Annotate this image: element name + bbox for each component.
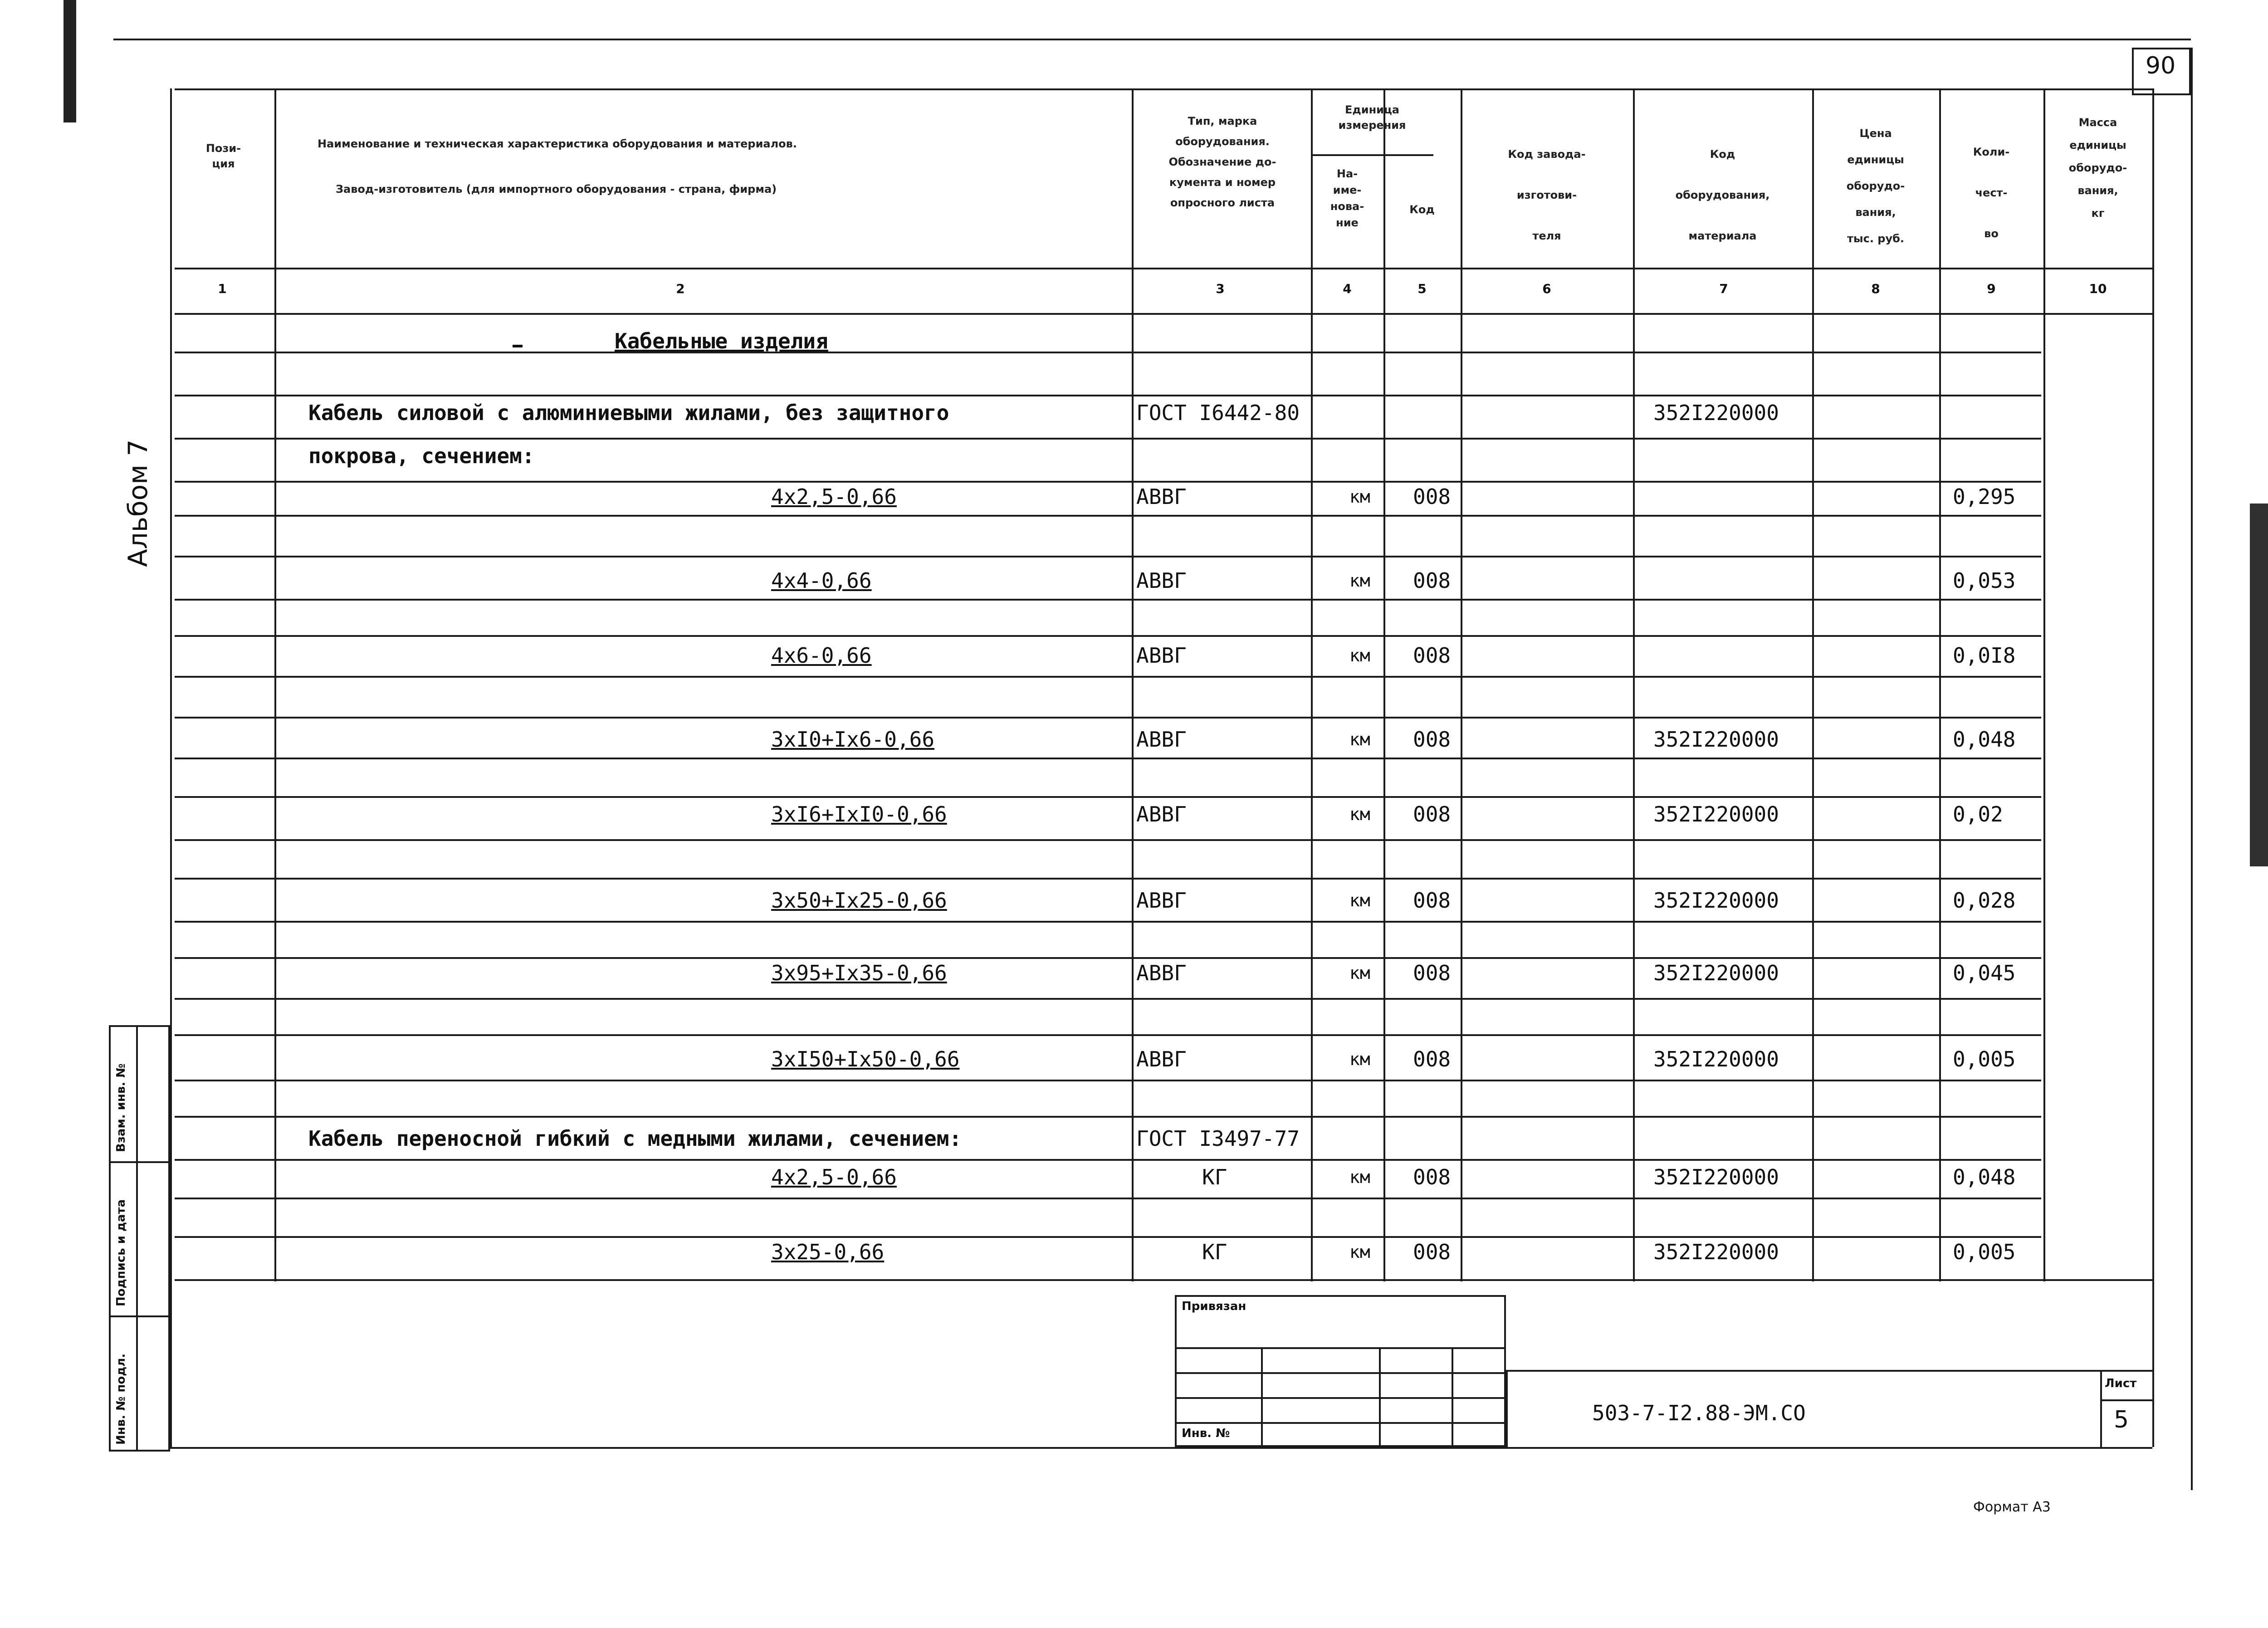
- grid-line: [175, 1236, 2041, 1238]
- header-equipment-code: Код оборудования, материала: [1675, 148, 1770, 242]
- grid-line: [175, 1198, 2041, 1199]
- grid-line: [175, 438, 2041, 440]
- grid-line: [175, 1159, 2041, 1161]
- grid-line: [2043, 88, 2045, 1281]
- grid-line: [175, 1080, 2041, 1081]
- row-section: 3xI6+IxI0-0,66: [771, 802, 947, 826]
- side-vzam: Взам. инв. №: [114, 1063, 128, 1152]
- row-equipment-code: 352I220000: [1653, 802, 1779, 826]
- row-type: АВВГ: [1136, 568, 1187, 593]
- column-number-1: 1: [218, 281, 227, 296]
- grid-line: [175, 796, 2041, 798]
- row-unit: км: [1349, 1167, 1370, 1187]
- stamp-inv-no: Инв. №: [1182, 1427, 1230, 1440]
- row-unit: км: [1349, 571, 1370, 591]
- row-section: 4x6-0,66: [771, 643, 872, 668]
- header-type: Тип, марка оборудования. Обозначение до- кумента и номер опросного листа: [1168, 115, 1276, 209]
- grid-line: [175, 515, 2041, 517]
- stamp-line: [1175, 1422, 1506, 1424]
- grid-line: [175, 717, 2041, 719]
- row-quantity: 0,028: [1953, 888, 2016, 913]
- dash-mark: [513, 345, 523, 347]
- row-type: АВВГ: [1136, 643, 1187, 668]
- column-number-5: 5: [1418, 281, 1427, 296]
- grid-line: [1633, 88, 1635, 1281]
- group1-code: 352I220000: [1653, 401, 1779, 425]
- row-quantity: 0,295: [1953, 484, 2016, 509]
- format-label: Формат А3: [1973, 1499, 2051, 1515]
- row-quantity: 0,048: [1953, 727, 2016, 752]
- row-unit: км: [1349, 1049, 1370, 1069]
- sheet-value: 5: [2114, 1406, 2129, 1433]
- header-manufacturer-code: Код завода- изготови- теля: [1508, 148, 1586, 242]
- grid-line: [175, 1116, 2041, 1118]
- sheet-number: 90: [2146, 52, 2176, 79]
- right-border: [2152, 88, 2154, 1447]
- grid-line: [175, 481, 2041, 483]
- bottom-border: [170, 1447, 2152, 1449]
- scan-edge-mark: [2250, 504, 2268, 866]
- row-equipment-code: 352I220000: [1653, 1165, 1779, 1189]
- top-rule: [113, 39, 2191, 40]
- table-top: [175, 88, 2152, 90]
- row-equipment-code: 352I220000: [1653, 961, 1779, 985]
- row-unit-code: 008: [1413, 484, 1451, 509]
- row-unit: км: [1349, 963, 1370, 983]
- row-unit-code: 008: [1413, 1047, 1451, 1071]
- row-equipment-code: 352I220000: [1653, 1240, 1779, 1264]
- row-type: АВВГ: [1136, 961, 1187, 985]
- row-section: 3x95+Ix35-0,66: [771, 961, 947, 985]
- row-type: АВВГ: [1136, 888, 1187, 913]
- grid-line: [175, 878, 2041, 880]
- grid-line: [175, 998, 2041, 1000]
- grid-line: [1311, 88, 1313, 1281]
- row-equipment-code: 352I220000: [1653, 727, 1779, 752]
- left-border: [170, 88, 172, 1447]
- column-number-3: 3: [1216, 281, 1225, 296]
- column-number-10: 10: [2089, 281, 2107, 296]
- sheet-label: Лист: [2105, 1377, 2137, 1390]
- row-quantity: 0,005: [1953, 1047, 2016, 1071]
- row-unit-code: 008: [1413, 1240, 1451, 1264]
- row-unit: км: [1349, 1242, 1370, 1262]
- grid-line: [175, 556, 2041, 557]
- grid-line: [175, 1034, 2041, 1036]
- row-quantity: 0,005: [1953, 1240, 2016, 1264]
- side-stamp-line: [109, 1161, 170, 1163]
- group1-line1: Кабель силовой с алюминиевыми жилами, без защитного: [308, 401, 949, 425]
- row-section: 3x25-0,66: [771, 1240, 885, 1264]
- column-number-7: 7: [1719, 281, 1728, 296]
- album-label: Альбом 7: [122, 439, 153, 567]
- column-number-8: 8: [1871, 281, 1880, 296]
- row-unit: км: [1349, 645, 1370, 665]
- row-type: АВВГ: [1136, 802, 1187, 826]
- row-quantity: 0,048: [1953, 1165, 2016, 1189]
- colnum-bottom: [175, 313, 2152, 315]
- row-unit-code: 008: [1413, 888, 1451, 913]
- row-equipment-code: 352I220000: [1653, 1047, 1779, 1071]
- row-unit: км: [1349, 729, 1370, 749]
- grid-line: [1939, 88, 1941, 1281]
- grid-line: [175, 599, 2041, 601]
- row-quantity: 0,045: [1953, 961, 2016, 985]
- row-section: 3xI50+Ix50-0,66: [771, 1047, 960, 1071]
- header-price: Цена единицы оборудо- вания, тыс. руб.: [1846, 127, 1905, 245]
- grid-line: [1461, 88, 1462, 1281]
- row-unit-code: 008: [1413, 568, 1451, 593]
- sheet-box-line: [2100, 1399, 2152, 1401]
- stamp-line: [1261, 1347, 1263, 1447]
- unit-split: [1311, 154, 1433, 156]
- row-quantity: 0,053: [1953, 568, 2016, 593]
- side-sign-date: Подпись и дата: [114, 1199, 128, 1306]
- header-bottom: [175, 268, 2152, 269]
- row-equipment-code: 352I220000: [1653, 888, 1779, 913]
- side-stamp-line: [136, 1025, 138, 1452]
- row-type: АВВГ: [1136, 1047, 1187, 1071]
- grid-line: [175, 395, 2041, 396]
- column-number-6: 6: [1542, 281, 1551, 296]
- header-name-line1: Наименование и техническая характеристика оборудования и материалов.: [318, 137, 797, 150]
- group2-standard: ГОСТ I3497-77: [1136, 1126, 1300, 1151]
- row-unit: км: [1349, 487, 1370, 507]
- stamp-attached: Привязан: [1182, 1300, 1246, 1313]
- scan-edge-mark: [64, 0, 76, 122]
- row-unit-code: 008: [1413, 1165, 1451, 1189]
- side-stamp-line: [109, 1315, 170, 1317]
- row-section: 4x2,5-0,66: [771, 1165, 897, 1189]
- row-type: КГ: [1202, 1165, 1227, 1189]
- stamp-line: [1379, 1347, 1381, 1447]
- row-section: 4x4-0,66: [771, 568, 872, 593]
- grid-line: [175, 758, 2041, 759]
- group1-standard: ГОСТ I6442-80: [1136, 401, 1300, 425]
- stamp-line: [1452, 1347, 1453, 1447]
- row-type: АВВГ: [1136, 727, 1187, 752]
- row-section: 4x2,5-0,66: [771, 484, 897, 509]
- grid-line: [175, 676, 2041, 678]
- grid-line: [1812, 88, 1814, 1281]
- header-unit-name: На- име- нова- ние: [1330, 167, 1364, 229]
- grid-line: [1132, 88, 1134, 1281]
- row-section: 3x50+Ix25-0,66: [771, 888, 947, 913]
- header-quantity: Коли- чест- во: [1973, 146, 2010, 240]
- stamp-line: [1175, 1397, 1506, 1399]
- grid-line: [175, 635, 2041, 637]
- header-name-line2: Завод-изготовитель (для импортного оборудования - страна, фирма): [336, 183, 777, 196]
- row-unit: км: [1349, 804, 1370, 824]
- column-number-4: 4: [1343, 281, 1352, 296]
- grid-line: [175, 839, 2041, 841]
- group2-line1: Кабель переносной гибкий с медными жилами, сечением:: [308, 1126, 962, 1151]
- grid-line: [274, 88, 276, 1281]
- row-type: КГ: [1202, 1240, 1227, 1264]
- column-number-2: 2: [676, 281, 685, 296]
- header-mass: Масса единицы оборудо- вания, кг: [2068, 116, 2127, 220]
- table-end: [175, 1279, 2152, 1281]
- row-type: АВВГ: [1136, 484, 1187, 509]
- column-number-9: 9: [1987, 281, 1996, 296]
- grid-line: [175, 352, 2041, 353]
- row-unit: км: [1349, 890, 1370, 910]
- row-unit-code: 008: [1413, 961, 1451, 985]
- row-quantity: 0,0I8: [1953, 643, 2016, 668]
- grid-line: [175, 921, 2041, 923]
- side-inv-podl: Инв. № подл.: [114, 1353, 128, 1445]
- row-section: 3xI0+Ix6-0,66: [771, 727, 935, 752]
- row-unit-code: 008: [1413, 727, 1451, 752]
- stamp-box: [1175, 1295, 1506, 1447]
- stamp-line: [1175, 1372, 1506, 1374]
- section-title: Кабельные изделия: [615, 329, 828, 353]
- stamp-line: [1175, 1347, 1506, 1349]
- header-position: Пози- ция: [205, 142, 241, 170]
- header-unit-group: Единица измерения: [1338, 103, 1406, 132]
- document-code: 503-7-I2.88-ЭМ.СО: [1592, 1401, 1806, 1425]
- row-unit-code: 008: [1413, 643, 1451, 668]
- group1-line2: покрова, сечением:: [308, 444, 535, 468]
- outer-right-border: [2191, 48, 2193, 1490]
- header-unit-code: Код: [1409, 203, 1435, 216]
- grid-line: [175, 957, 2041, 959]
- row-quantity: 0,02: [1953, 802, 2003, 826]
- row-unit-code: 008: [1413, 802, 1451, 826]
